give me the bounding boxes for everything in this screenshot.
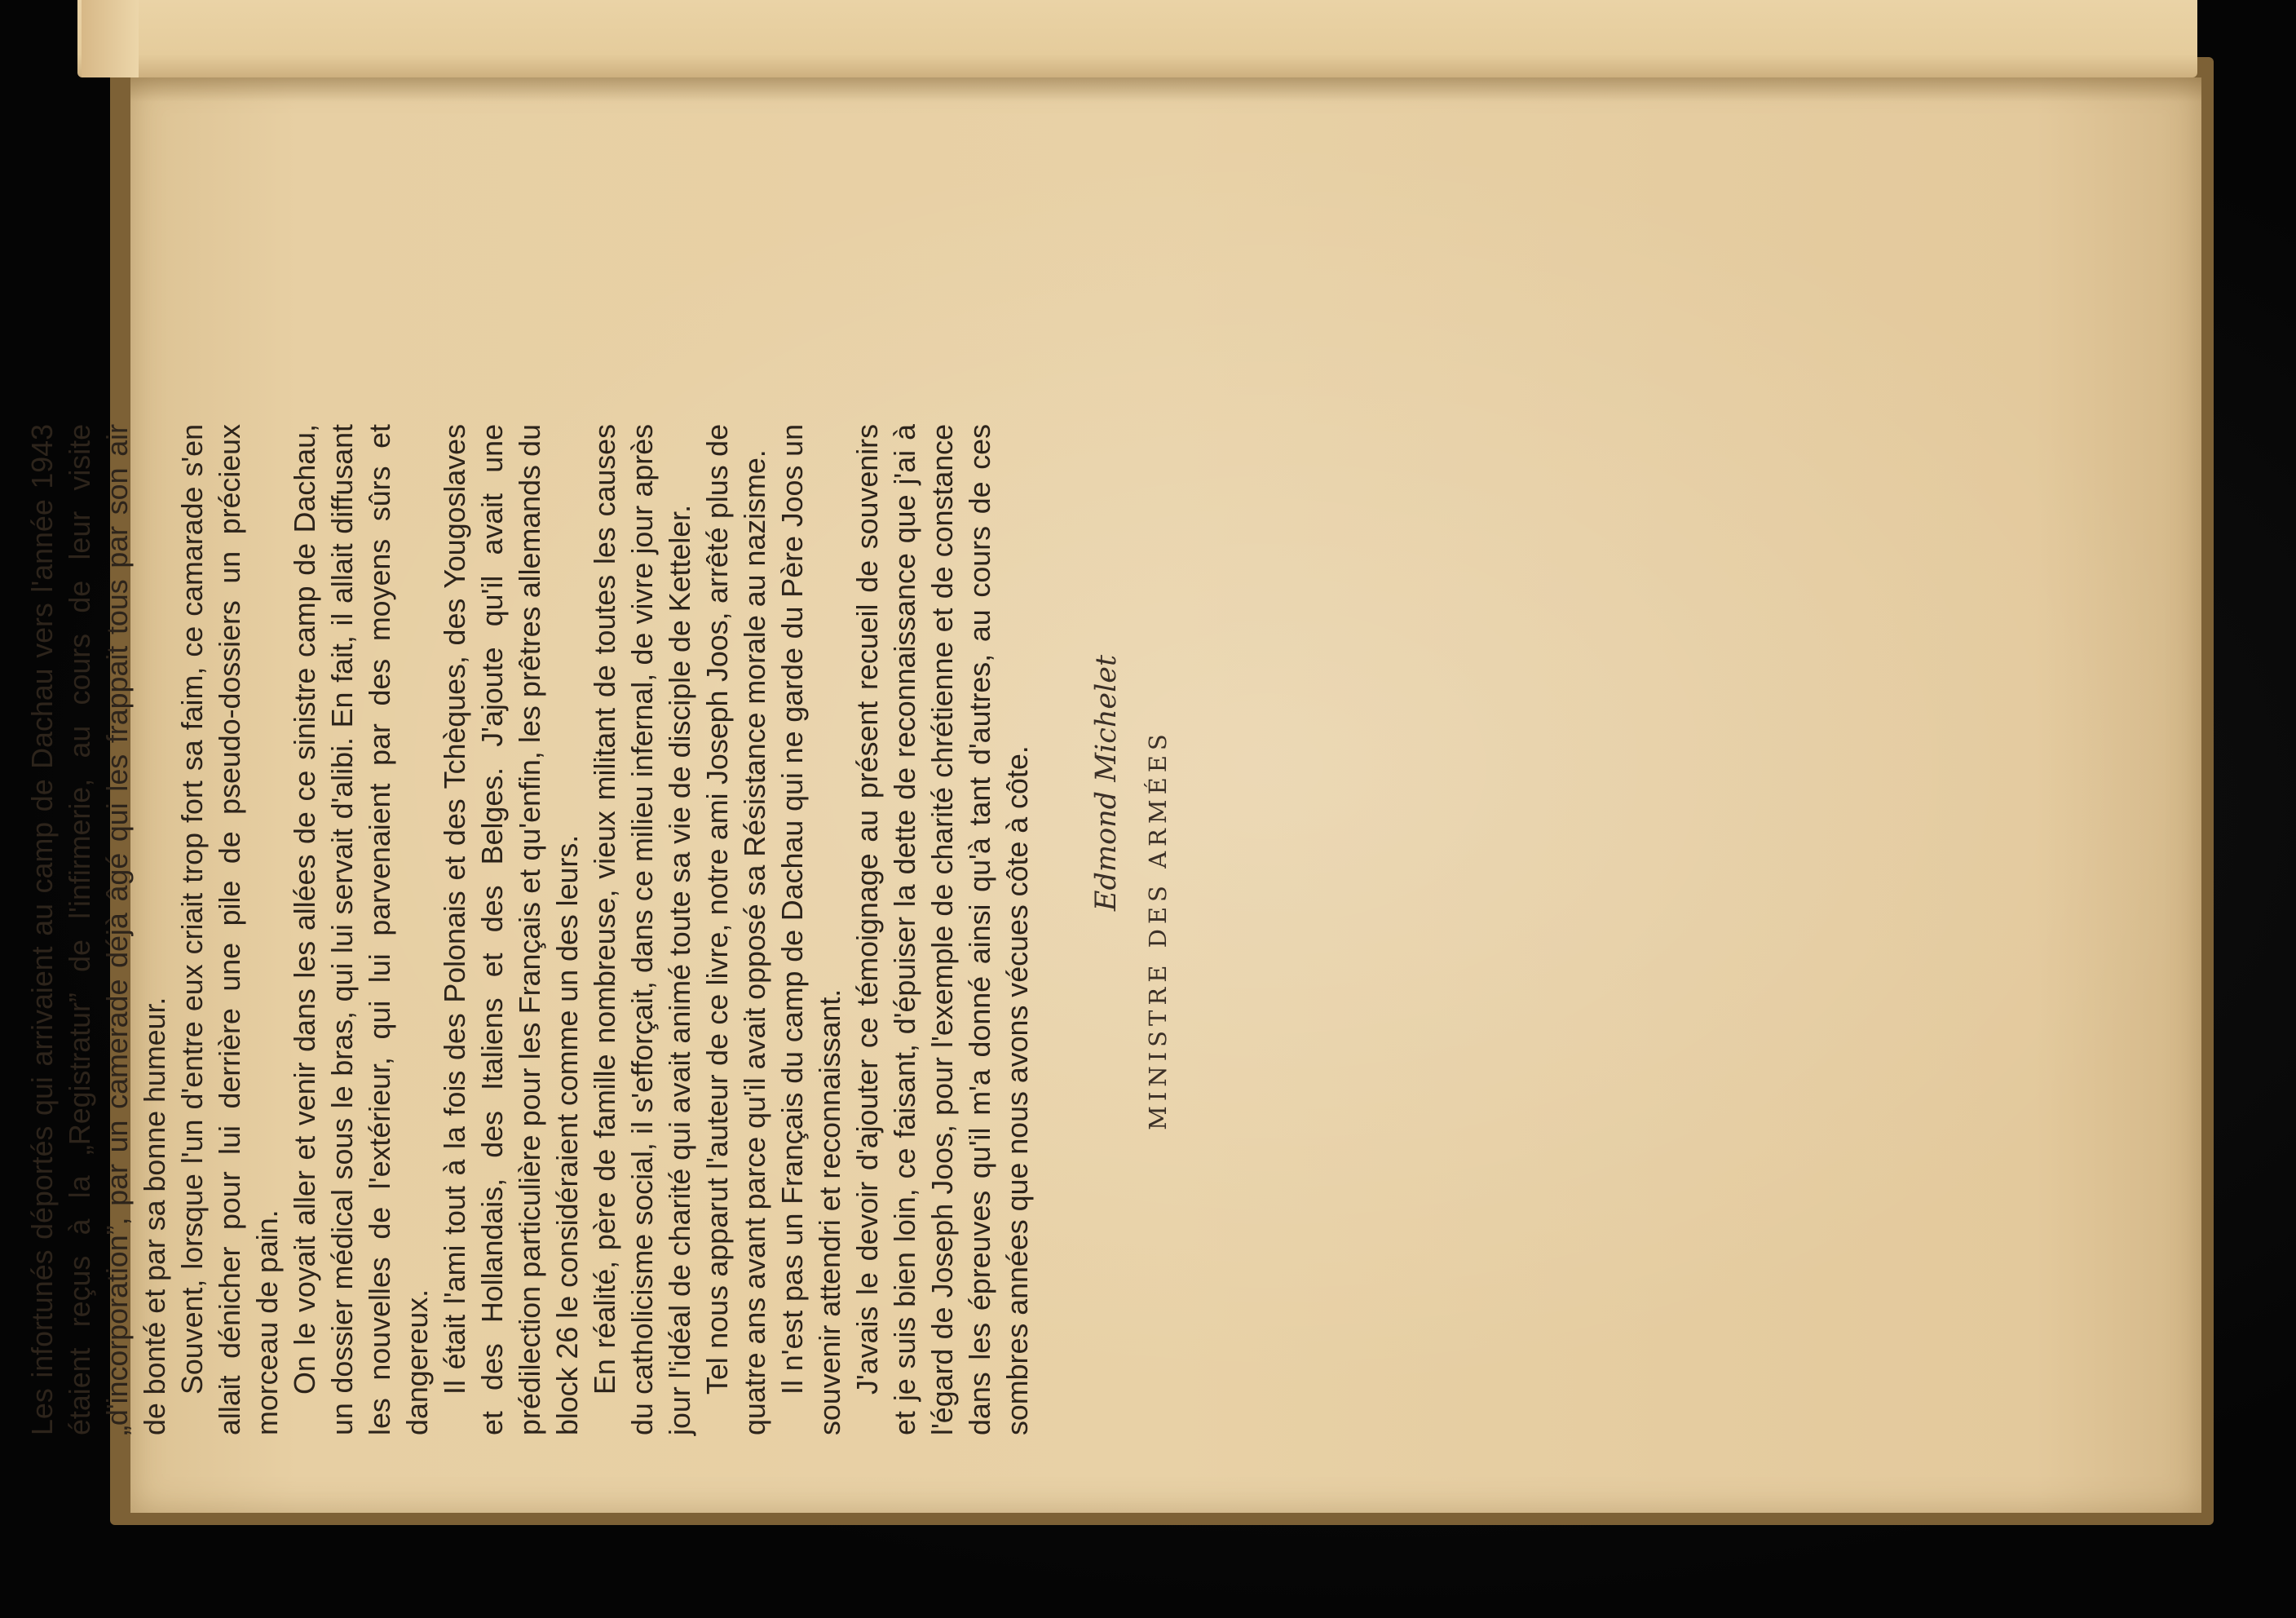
paragraph: Souvent, lorsque l'un d'entre eux criait trop fort sa faim, ce camarade s'en allait dénicher pour lui derrière une pile de pseudo-dossiers un précieux morceau de pain. — [176, 424, 284, 1435]
paragraph: Il était l'ami tout à la fois des Polonais et des Tchèques, des Yougoslaves et des Hollandais, des Italiens et des Belges. J'ajoute qu'il avait une prédilection particulière pour les Français et qu'enfin, les prêtres allemands du block 26 le considéraient comme un des leurs. — [439, 424, 584, 1435]
signature-name: Edmond Michelet — [1090, 654, 1123, 912]
signature-block — [1090, 424, 1172, 1435]
text-block — [0, 424, 1349, 1435]
paragraph: On le voyait aller et venir dans les allées de ce sinistre camp de Dachau, un dossier médical sous le bras, qui lui servait d'alibi. En fait, il allait diffusant les nouvelles de l'extérieur, qui lui parvenaient par des moyens sûrs et dangereux. — [289, 424, 434, 1435]
page-corner — [82, 0, 139, 77]
paragraph: En réalité, père de famille nombreuse, vieux militant de toutes les causes du catholicisme social, il s'efforçait, dans ce milieu infernal, de vivre jour après jour l'idéal de charité qui avait animé toute sa vie de disciple de Ketteler. — [589, 424, 696, 1435]
paragraph: J'avais le devoir d'ajouter ce témoignage au présent recueil de souvenirs et je suis bien loin, ce faisant, d'épuiser la dette de reconnaissance que j'ai à l'égard de Joseph Joos, pour l'exemple de charité chrétienne et de constance dans les épreuves qu'il m'a donné ainsi qu'à tant d'autres, au cours de ces sombres années que nous avons vécues côte à côte. — [851, 424, 1034, 1435]
page-gutter-shadow — [130, 77, 2201, 102]
book-page — [26, 77, 2201, 1513]
paragraph: Il n'est pas un Français du camp de Dachau qui ne garde du Père Joos un souvenir attendri et reconnaissant. — [776, 424, 846, 1435]
opposite-page-edge — [77, 0, 2197, 77]
paragraph: Tel nous apparut l'auteur de ce livre, notre ami Joseph Joos, arrêté plus de quatre ans avant parce qu'il avait opposé sa Résistance morale au nazisme. — [701, 424, 771, 1435]
body-text — [24, 424, 1036, 1435]
paragraph: Les infortunés déportés qui arrivaient au camp de Dachau vers l'année 1943 étaient reçus à la „Registratur” de l'infirmerie, au cours de leur visite „d'incorporation”, par un camerade déjà âgé qui les frappait tous par son air de bonté et par sa bonne humeur. — [26, 424, 171, 1435]
signature-role: MINISTRE DES ARMÉES — [1144, 729, 1172, 1130]
